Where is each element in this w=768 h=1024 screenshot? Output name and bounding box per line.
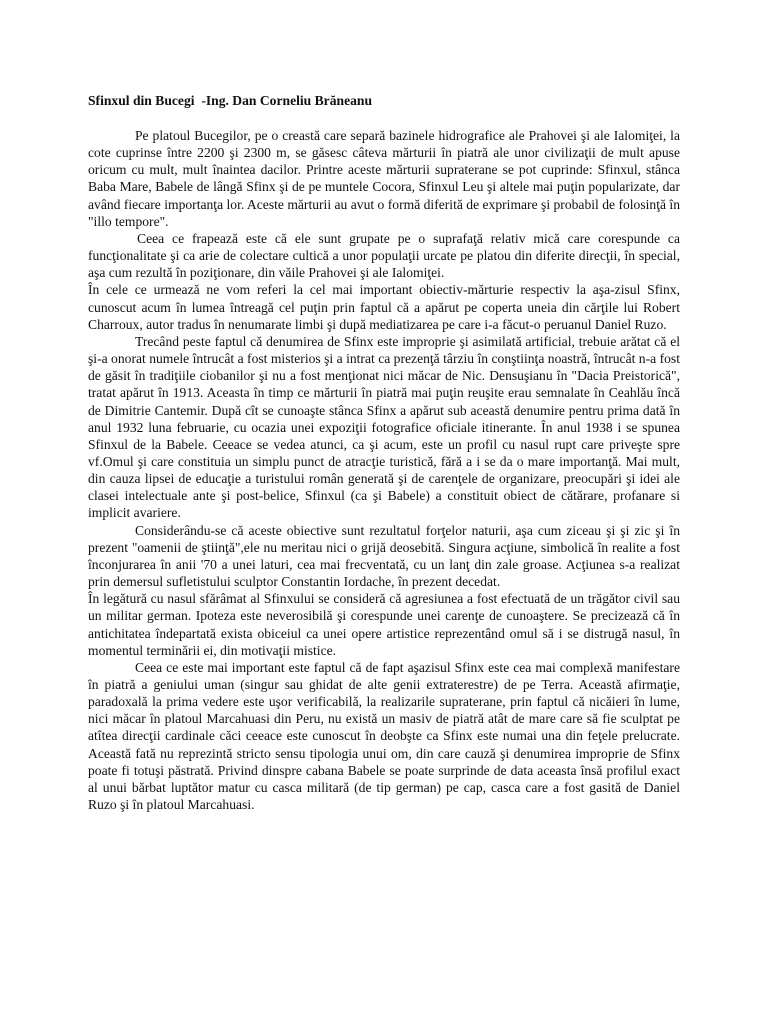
- paragraph-2: Ceea ce frapează este că ele sunt grupate pe o suprafaţă relativ mică care corespunde ca funcţionalitate şi ca arie de colectare cultică a unor populaţii urcate pe platou din diferite direcţii, în special, aşa cum rezultă în poziţionare, din văile Prahovei şi ale Ialomiţei.: [88, 230, 680, 281]
- document-title: Sfinxul din Bucegi -Ing. Dan Corneliu Brăneanu: [88, 93, 373, 108]
- paragraph-6: În legătură cu nasul sfărâmat al Sfinxului se consideră că agresiunea a fost efectuată de un trăgător civil sau un militar german. Ipoteza este neverosibilă şi corespunde unei carenţe de cunoaştere. Se precizează că în antichitatea îndepartată exista obiceiul ca unei opere artistice reprezentând omul să i se distrugă nasul, în momentul terminării ei, din motivaţii mistice.: [88, 591, 680, 658]
- document-page: [88, 92, 680, 813]
- paragraph-3: În cele ce urmează ne vom referi la cel mai important obiectiv-mărturie respectiv la aşa-zisul Sfinx, cunoscut acum în lumea întreagă cel puţin prin faptul că a apărut pe coperta uneia din cărţile lui Robert Charroux, autor tradus în nenumarate limbi şi după mediatizarea pe care i-a făcut-o peruanul Daniel Ruzo.: [88, 282, 680, 332]
- paragraph-7: Ceea ce este mai important este faptul că de fapt aşazisul Sfinx este cea mai complexă manifestare în piatră a geniului uman (singur sau ghidat de alte genii extraterestre) de pe Terra. Această afirmaţie, paradoxală la prima vedere este uşor verificabilă, la realizarile supraterane, prin faptul că nicăieri în lume, nici măcar în platoul Marcahuasi din Peru, nu există un masiv de piatră atât de mare care să fie sculptat pe atîtea direcţii cardinale căci ceeace este cunoscut în deobşte ca Sfinx este numai una din feţele prelucrate. Această fată nu reprezintă stricto sensu tipologia unui om, din care cauză şi denumirea improprie de Sfinx poate fi totuşi păstrată. Privind dinspre cabana Babele se poate surprinde de data aceasta însă profilul exact al unui bărbat luptător matur cu casca militară (de tip german) pe cap, casca care a fost gasită de Daniel Ruzo şi în platoul Marcahuasi.: [88, 659, 680, 813]
- paragraph-4: Trecând peste faptul că denumirea de Sfinx este improprie şi asimilată artificial, trebuie arătat că el şi-a onorat numele întrucât a fost misterios şi a intrat ca prezenţă târziu în conştiinţa noastră, întrucât n-a fost de găsit în tradiţiile ciobanilor şi nu a fost menţionat nici măcar de Nic. Densuşianu în "Dacia Preistorică", tratat apărut în 1913. Aceasta în timp ce mărturii în piatră mai puţin reuşite erau semnalate în Ceahlău încă de Dimitrie Cantemir. După cît se cunoaşte stânca Sfinx a apărut sub această denumire pentru prima dată în anul 1932 luna februarie, cu ocazia unei expoziţii fotografice oficiale itinerante. În anul 1938 i se spunea Sfinxul de la Babele. Ceeace se vedea atunci, ca şi acum, este un profil cu nasul rupt care priveşte spre vf.Omul şi care constituia un simplu punct de atracţie turistică, fără a i se da o mare importanţă. Mai mult, din cauza lipsei de educaţie a turistului român generată şi de carenţele de organizare, preocupări şi idei ale clasei intelectuale ante şi post-belice, Sfinxul (ca şi Babele) a constituit obiect de cătărare, profanare si implicit avariere.: [88, 333, 680, 521]
- paragraph-5: Considerându-se că aceste obiective sunt rezultatul forţelor naturii, aşa cum ziceau şi şi zic şi în prezent "oamenii de ştiinţă",ele nu meritau nici o grijă deosebită. Singura acţiune, simbolică în realite a fost înconjurarea în anii '70 a unei laturi, cea mai frecventată, cu un lanţ din zale groase. Acţiunea s-a realizat prin demersul sufletistului sculptor Constantin Iordache, în prezent decedat.: [88, 522, 680, 590]
- paragraph-1: Pe platoul Bucegilor, pe o creastă care separă bazinele hidrografice ale Prahovei şi ale Ialomiţei, la cote cuprinse între 2200 şi 2300 m, se găsesc câteva mărturii în piatră ale unor civilizaţii de mult apuse oricum cu mult, mult înaintea dacilor. Printre aceste mărturii supraterane se pot cuprinde: Sfinxul, stânca Baba Mare, Babele de lângă Sfinx şi de pe muntele Cocora, Sfinxul Leu şi altele mai puţin popularizate, dar având fiecare importanţa lor. Aceste mărturii au avut o formă diferită de exprimare şi probabil de folosinţă în "illo tempore".: [88, 128, 680, 229]
